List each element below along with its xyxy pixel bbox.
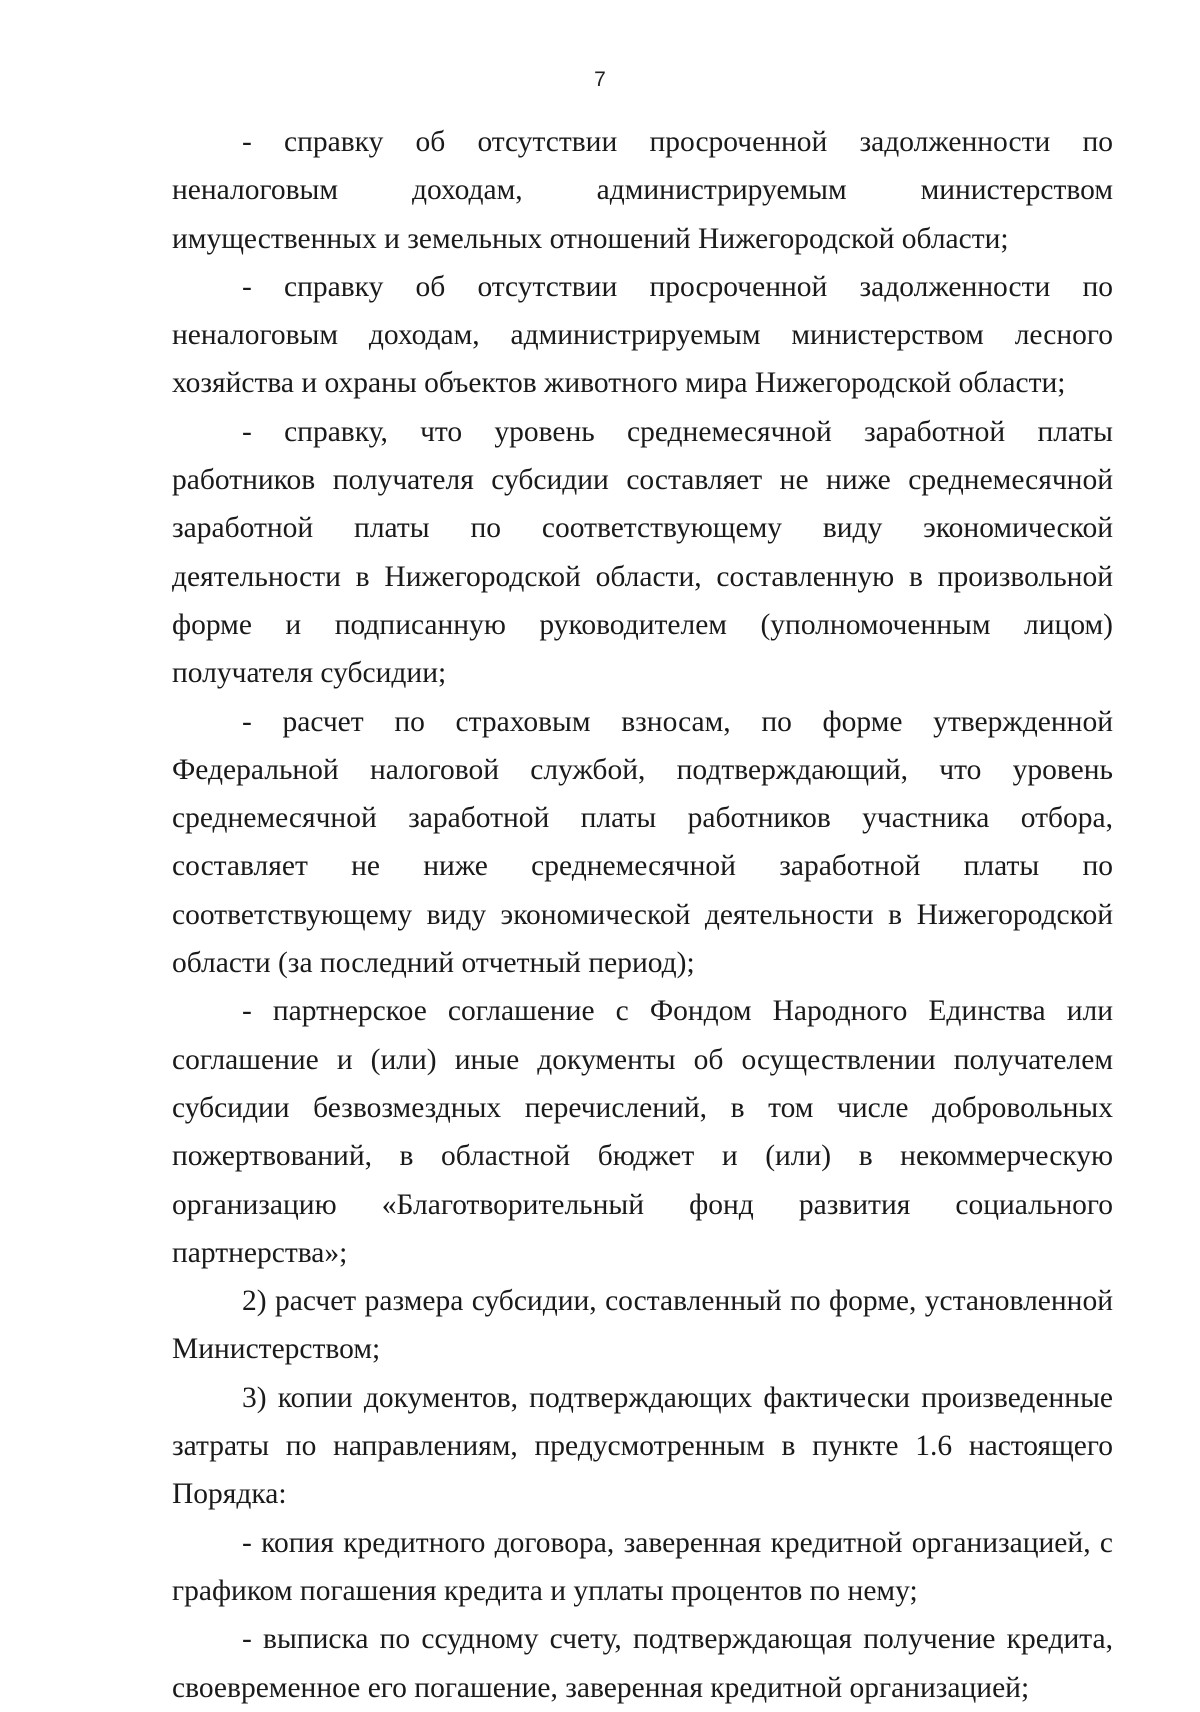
paragraph-subsidy-calculation: 2) расчет размера субсидии, составленный по форме, установленной Министерством; <box>172 1285 1113 1366</box>
paragraph-certificate-forestry-ministry: - справку об отсутствии просроченной задолженности по неналоговым доходам, администрируемым министерством лесного хозяйства и охраны объектов животного мира Нижегородской области; <box>172 270 1113 400</box>
paragraph-certificate-property-ministry: - справку об отсутствии просроченной задолженности по неналоговым доходам, администрируемым министерством имущественных и земельных отношений Нижегородской области; <box>172 126 1113 255</box>
page-number: 7 <box>594 68 606 91</box>
paragraph-partnership-agreement: - партнерское соглашение с Фондом Народного Единства или соглашение и (или) иные документы об осуществлении получателем субсидии безвозмездных перечислений, в том числе добровольных пожертвований, в областной бюджет и (или) в некоммерческую организацию «Благотворительный фонд развития социального партнерства»; <box>172 995 1113 1269</box>
document-body <box>172 118 1113 1712</box>
paragraph-insurance-contributions-calculation: - расчет по страховым взносам, по форме утвержденной Федеральной налоговой службой, подтверждающий, что уровень среднемесячной заработной платы работников участника отбора, составляет не ниже среднемесячной заработной платы по соответствующему виду экономической деятельности в Нижегородской области (за последний отчетный период); <box>172 705 1113 980</box>
paragraph-cost-documents: 3) копии документов, подтверждающих фактически произведенные затраты по направлениям, предусмотренным в пункте 1.6 настоящего Порядка: <box>172 1381 1113 1511</box>
paragraph-loan-account-statement: - выписка по ссудному счету, подтверждающая получение кредита, своевременное его погашение, заверенная кредитной организацией; <box>172 1623 1113 1704</box>
paragraph-certificate-average-salary: - справку, что уровень среднемесячной заработной платы работников получателя субсидии составляет не ниже среднемесячной заработной платы по соответствующему виду экономической деятельности в Нижегородской области, составленную в произвольной форме и подписанную руководителем (уполномоченным лицом) получателя субсидии; <box>172 415 1113 690</box>
paragraph-credit-agreement-copy: - копия кредитного договора, заверенная кредитной организацией, с графиком погашения кредита и уплаты процентов по нему; <box>172 1526 1113 1607</box>
